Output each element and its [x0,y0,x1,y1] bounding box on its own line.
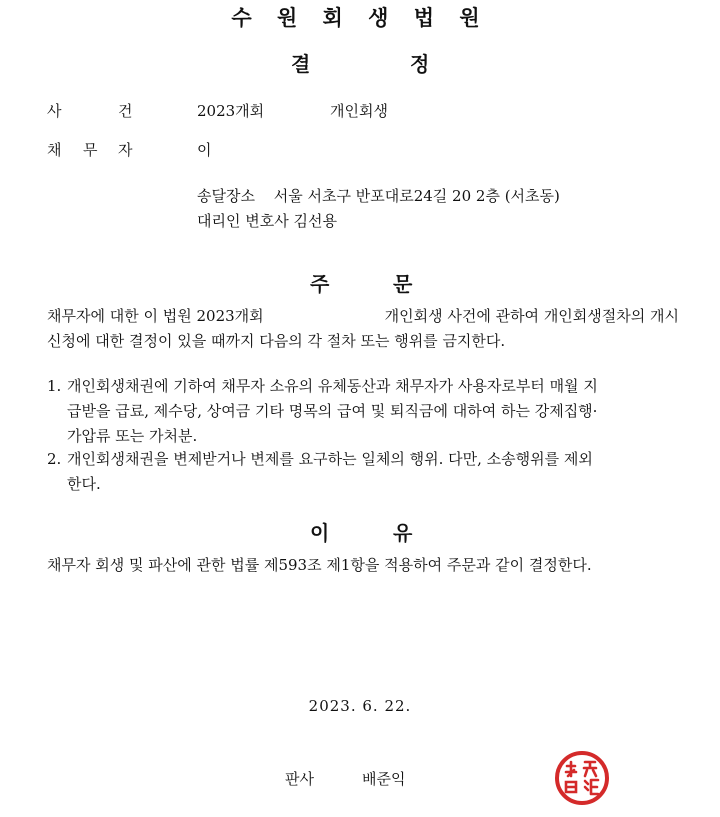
order-intro-line-1-a: 채무자에 대한 이 법원 2023개회 [47,307,264,325]
order-heading-char-1: 주 [310,272,330,296]
order-item-1-line-2: 급받을 급료, 제수당, 상여금 기타 명목의 급여 및 퇴직금에 대하여 하는 강제집행· [67,402,598,420]
order-item-1-body [67,374,679,449]
debtor-label-char-2: 무 [83,141,98,159]
service-address-label: 송달장소 [197,187,255,205]
judge-seal-icon [554,750,610,806]
reason-text: 채무자 회생 및 파산에 관한 법률 제593조 제1항을 적용하여 주문과 같이 결정한다. [47,556,592,574]
order-item-2-body [67,447,679,497]
debtor-label-char-3: 자 [118,141,133,159]
order-item-2-line-2: 한다. [67,475,101,493]
debtor-label-char-1: 채 [47,141,62,159]
judge-seal [554,750,610,806]
order-intro-line-1-b: 개인회생 사건에 관하여 개인회생절차의 개시 [384,307,679,325]
case-number: 2023개회 [197,102,265,120]
order-item-2-line-1: 개인회생채권을 변제받거나 변제를 요구하는 일체의 행위. 다만, 소송행위를 제외 [67,450,593,468]
decision-date: 2023. 6. 22. [308,697,412,715]
order-intro [47,304,679,354]
judge-name: 배준익 [362,770,406,788]
debtor-name: 이 [197,141,212,159]
case-label-char-2: 건 [118,102,133,120]
legal-agent: 대리인 변호사 김선용 [197,212,337,230]
court-name: 수 원 회 생 법 원 [231,6,489,30]
order-item-2-number: 2. [47,450,62,468]
document-type-char-1: 결 [291,52,311,76]
order-item-1-line-3: 가압류 또는 가처분. [67,427,198,445]
case-type: 개인회생 [330,102,388,120]
case-label-char-1: 사 [47,102,62,120]
order-intro-line-1 [47,304,679,329]
reason-heading-char-1: 이 [310,521,330,545]
order-item-1-number: 1. [47,377,62,395]
service-address: 서울 서초구 반포대로24길 20 2층 (서초동) [273,187,560,205]
document-type-char-2: 정 [410,52,430,76]
order-heading-char-2: 문 [393,272,413,296]
service-address-row [197,186,560,206]
judge-title: 판사 [285,770,314,788]
order-intro-line-2: 신청에 대한 결정이 있을 때까지 다음의 각 절차 또는 행위를 금지한다. [47,332,506,350]
reason-heading-char-2: 유 [393,521,413,545]
order-item-1-line-1: 개인회생채권에 기하여 채무자 소유의 유체동산과 채무자가 사용자로부터 매월 지 [67,377,598,395]
